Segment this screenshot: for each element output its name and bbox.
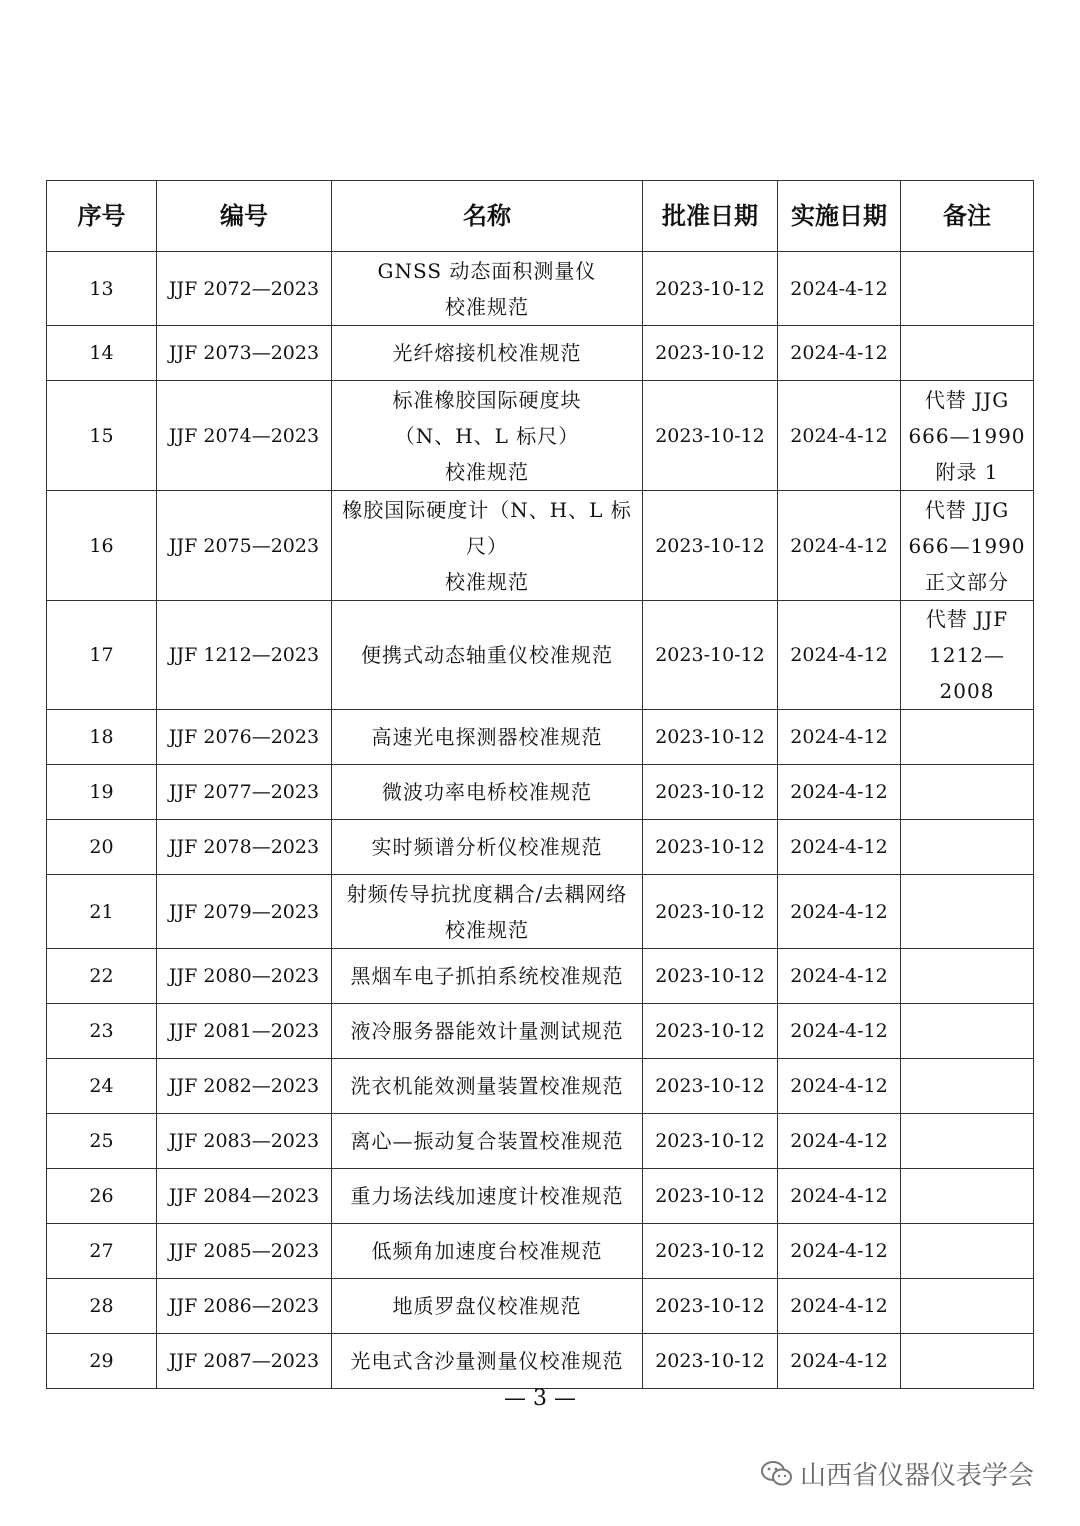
- cell-approval-date: 2023-10-12: [643, 1334, 778, 1389]
- table-row: [47, 1279, 1034, 1334]
- header-serial: 序号: [47, 181, 157, 252]
- page-number: — 3 —: [504, 1386, 576, 1411]
- cell-name-line: 校准规范: [445, 294, 529, 319]
- header-approval-date: 批准日期: [643, 181, 778, 252]
- cell-name-line: 洗衣机能效测量装置校准规范: [350, 1074, 624, 1098]
- cell-approval-date: 2023-10-12: [643, 1279, 778, 1334]
- cell-remarks: [901, 252, 1034, 326]
- cell-code: JJF 2076—2023: [157, 710, 332, 765]
- cell-effective-date: 2024-4-12: [778, 601, 901, 710]
- cell-approval-date: 2023-10-12: [643, 820, 778, 875]
- cell-name-line: GNSS 动态面积测量仪: [377, 258, 597, 283]
- cell-serial: 18: [47, 710, 157, 765]
- cell-name: [332, 1224, 643, 1279]
- cell-remarks-line: 1212—2008: [929, 643, 1005, 703]
- cell-code: JJF 2083—2023: [157, 1114, 332, 1169]
- table-row: [47, 1169, 1034, 1224]
- cell-remarks-line: 代替 JJF: [925, 607, 1009, 631]
- cell-effective-date: 2024-4-12: [778, 381, 901, 491]
- cell-name-line: 光电式含沙量测量仪校准规范: [350, 1349, 624, 1373]
- table-row: [47, 875, 1034, 949]
- header-name: 名称: [332, 181, 643, 252]
- cell-remarks: [901, 381, 1034, 491]
- cell-name: [332, 765, 643, 820]
- table-row: [47, 1059, 1034, 1114]
- cell-remarks-line: 666—1990: [908, 533, 1026, 558]
- cell-effective-date: 2024-4-12: [778, 710, 901, 765]
- cell-name-line: 校准规范: [445, 459, 529, 484]
- cell-name: [332, 1279, 643, 1334]
- cell-serial: 23: [47, 1004, 157, 1059]
- cell-code: JJF 2085—2023: [157, 1224, 332, 1279]
- cell-name-line: 标准橡胶国际硬度块: [392, 387, 582, 412]
- cell-serial: 19: [47, 765, 157, 820]
- cell-approval-date: 2023-10-12: [643, 1114, 778, 1169]
- cell-name-line: 地质罗盘仪校准规范: [392, 1294, 582, 1318]
- cell-serial: 25: [47, 1114, 157, 1169]
- cell-name: [332, 252, 643, 326]
- cell-name: [332, 949, 643, 1004]
- cell-name-line: 离心—振动复合装置校准规范: [350, 1129, 624, 1153]
- cell-code: JJF 2082—2023: [157, 1059, 332, 1114]
- table-row: [47, 710, 1034, 765]
- cell-code: JJF 2078—2023: [157, 820, 332, 875]
- watermark-text: 山西省仪器仪表学会: [800, 1461, 1035, 1491]
- cell-serial: 26: [47, 1169, 157, 1224]
- cell-serial: 29: [47, 1334, 157, 1389]
- cell-approval-date: 2023-10-12: [643, 765, 778, 820]
- cell-name: [332, 1004, 643, 1059]
- cell-name: [332, 1169, 643, 1224]
- cell-name: [332, 1114, 643, 1169]
- cell-remarks: [901, 1059, 1034, 1114]
- cell-code: JJF 2087—2023: [157, 1334, 332, 1389]
- cell-approval-date: 2023-10-12: [643, 1224, 778, 1279]
- cell-name: [332, 491, 643, 601]
- cell-serial: 22: [47, 949, 157, 1004]
- cell-remarks: [901, 1169, 1034, 1224]
- cell-remarks-line: 代替 JJG: [924, 387, 1010, 412]
- cell-remarks: [901, 1334, 1034, 1389]
- cell-code: JJF 2074—2023: [157, 381, 332, 491]
- cell-remarks-line: 代替 JJG: [924, 497, 1010, 522]
- cell-remarks: [901, 601, 1034, 710]
- cell-remarks: [901, 1279, 1034, 1334]
- cell-serial: 21: [47, 875, 157, 949]
- header-code: 编号: [157, 181, 332, 252]
- cell-code: JJF 2073—2023: [157, 326, 332, 381]
- table-body: [47, 252, 1034, 1389]
- cell-name-line: 高速光电探测器校准规范: [371, 725, 603, 749]
- cell-code: JJF 2077—2023: [157, 765, 332, 820]
- cell-approval-date: 2023-10-12: [643, 601, 778, 710]
- cell-serial: 17: [47, 601, 157, 710]
- cell-effective-date: 2024-4-12: [778, 1334, 901, 1389]
- cell-remarks: [901, 875, 1034, 949]
- cell-effective-date: 2024-4-12: [778, 765, 901, 820]
- cell-name: [332, 326, 643, 381]
- header-effective-date: 实施日期: [778, 181, 901, 252]
- cell-approval-date: 2023-10-12: [643, 326, 778, 381]
- cell-remarks-line: 正文部分: [925, 569, 1009, 594]
- cell-name-line: 校准规范: [445, 569, 529, 594]
- cell-name-line: 校准规范: [445, 917, 529, 942]
- cell-name: [332, 601, 643, 710]
- cell-serial: 15: [47, 381, 157, 491]
- cell-effective-date: 2024-4-12: [778, 491, 901, 601]
- cell-name: [332, 710, 643, 765]
- cell-remarks: [901, 1114, 1034, 1169]
- cell-effective-date: 2024-4-12: [778, 1114, 901, 1169]
- cell-name-line: 射频传导抗扰度耦合/去耦网络: [346, 881, 628, 906]
- cell-approval-date: 2023-10-12: [643, 491, 778, 601]
- table-row: [47, 1004, 1034, 1059]
- table-row: [47, 765, 1034, 820]
- cell-serial: 16: [47, 491, 157, 601]
- table-row: [47, 326, 1034, 381]
- cell-effective-date: 2024-4-12: [778, 252, 901, 326]
- header-remarks: 备注: [901, 181, 1034, 252]
- cell-effective-date: 2024-4-12: [778, 875, 901, 949]
- cell-name-line: 低频角加速度台校准规范: [371, 1239, 603, 1263]
- table-row: [47, 252, 1034, 326]
- cell-approval-date: 2023-10-12: [643, 252, 778, 326]
- table-row: [47, 1224, 1034, 1279]
- cell-effective-date: 2024-4-12: [778, 1169, 901, 1224]
- table-row: [47, 949, 1034, 1004]
- cell-code: JJF 2072—2023: [157, 252, 332, 326]
- cell-code: JJF 1212—2023: [157, 601, 332, 710]
- cell-name-line: 便携式动态轴重仪校准规范: [361, 643, 613, 667]
- cell-serial: 20: [47, 820, 157, 875]
- cell-remarks: [901, 491, 1034, 601]
- table-row: [47, 1334, 1034, 1389]
- cell-effective-date: 2024-4-12: [778, 820, 901, 875]
- cell-serial: 27: [47, 1224, 157, 1279]
- table-row: [47, 1114, 1034, 1169]
- cell-name-line: （N、H、L 标尺）: [394, 423, 580, 448]
- cell-serial: 14: [47, 326, 157, 381]
- cell-approval-date: 2023-10-12: [643, 1169, 778, 1224]
- cell-effective-date: 2024-4-12: [778, 949, 901, 1004]
- cell-remarks: [901, 710, 1034, 765]
- cell-code: JJF 2084—2023: [157, 1169, 332, 1224]
- cell-approval-date: 2023-10-12: [643, 381, 778, 491]
- cell-name: [332, 820, 643, 875]
- watermark: [760, 1455, 1034, 1492]
- table-row: [47, 601, 1034, 710]
- cell-code: JJF 2081—2023: [157, 1004, 332, 1059]
- cell-code: JJF 2075—2023: [157, 491, 332, 601]
- cell-remarks-line: 666—1990: [908, 423, 1026, 448]
- table-row: [47, 820, 1034, 875]
- cell-name-line: 橡胶国际硬度计（N、H、L 标尺）: [342, 497, 632, 558]
- cell-name-line: 微波功率电桥校准规范: [382, 780, 592, 804]
- cell-effective-date: 2024-4-12: [778, 1279, 901, 1334]
- cell-name-line: 重力场法线加速度计校准规范: [350, 1184, 624, 1208]
- cell-code: JJF 2080—2023: [157, 949, 332, 1004]
- standards-table: [46, 180, 1034, 1389]
- cell-approval-date: 2023-10-12: [643, 949, 778, 1004]
- cell-remarks: [901, 765, 1034, 820]
- cell-effective-date: 2024-4-12: [778, 1059, 901, 1114]
- cell-code: JJF 2079—2023: [157, 875, 332, 949]
- wechat-icon: [760, 1459, 794, 1489]
- cell-effective-date: 2024-4-12: [778, 1004, 901, 1059]
- cell-approval-date: 2023-10-12: [643, 710, 778, 765]
- cell-serial: 13: [47, 252, 157, 326]
- cell-name: [332, 1059, 643, 1114]
- table-header-row: [47, 181, 1034, 252]
- cell-approval-date: 2023-10-12: [643, 1004, 778, 1059]
- cell-remarks: [901, 326, 1034, 381]
- cell-serial: 24: [47, 1059, 157, 1114]
- cell-remarks: [901, 949, 1034, 1004]
- cell-name-line: 黑烟车电子抓拍系统校准规范: [350, 964, 624, 988]
- cell-name-line: 实时频谱分析仪校准规范: [371, 835, 603, 859]
- cell-remarks: [901, 1224, 1034, 1279]
- table-row: [47, 381, 1034, 491]
- cell-name: [332, 1334, 643, 1389]
- cell-name-line: 光纤熔接机校准规范: [392, 341, 582, 365]
- cell-approval-date: 2023-10-12: [643, 875, 778, 949]
- cell-name: [332, 381, 643, 491]
- cell-effective-date: 2024-4-12: [778, 1224, 901, 1279]
- cell-remarks: [901, 1004, 1034, 1059]
- cell-remarks-line: 附录 1: [935, 459, 999, 484]
- cell-serial: 28: [47, 1279, 157, 1334]
- cell-name: [332, 875, 643, 949]
- table-row: [47, 491, 1034, 601]
- cell-approval-date: 2023-10-12: [643, 1059, 778, 1114]
- cell-code: JJF 2086—2023: [157, 1279, 332, 1334]
- cell-name-line: 液冷服务器能效计量测试规范: [350, 1019, 624, 1043]
- cell-remarks: [901, 820, 1034, 875]
- cell-effective-date: 2024-4-12: [778, 326, 901, 381]
